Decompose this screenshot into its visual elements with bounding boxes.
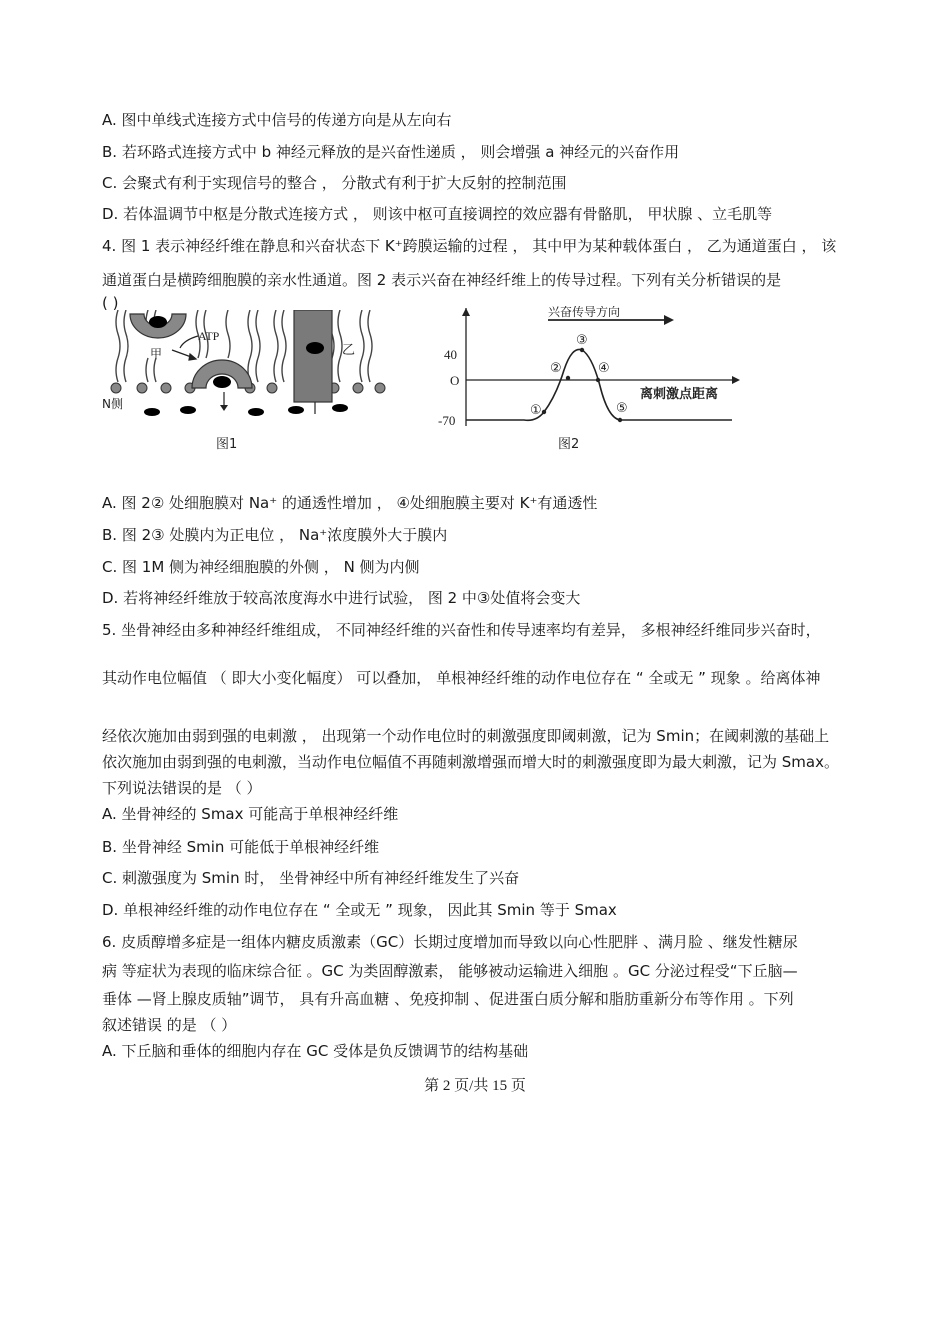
q4-stem-line-1: 4. 图 1 表示神经纤维在静息和兴奋状态下 K⁺跨膜运输的过程 ， 其中甲为某种载体蛋白 ， 乙为通道蛋白 ， 该 (102, 237, 837, 255)
q3-option-c: C. 会聚式有利于实现信号的整合 ， 分散式有利于扩大反射的控制范围 (102, 174, 567, 192)
atp-label: ATP (198, 329, 220, 343)
figure-2-caption: 图2 (558, 437, 580, 452)
potassium-ions (144, 404, 348, 416)
q5-option-d: D. 单根神经纤维的动作电位存在 “ 全或无 ” 现象， 因此其 Smin 等于 Smax (102, 901, 617, 919)
point-1-label: ① (530, 403, 542, 418)
carrier-protein-jia-top (130, 314, 186, 338)
jia-label: 甲 (150, 347, 163, 361)
q4-option-a: A. 图 2② 处细胞膜对 Na⁺ 的通透性增加 ， ④处细胞膜主要对 K⁺有通透性 (102, 494, 598, 512)
carrier-protein-jia-bottom (192, 360, 252, 411)
figure-1-membrane-diagram (100, 310, 400, 460)
q6-stem-line-3: 垂体 —肾上腺皮质轴”调节， 具有升高血糖 、免疫抑制 、促进蛋白质分解和脂肪重新分布等作用 。下列 (102, 990, 794, 1008)
q3-option-d: D. 若体温调节中枢是分散式连接方式 ， 则该中枢可直接调控的效应器有骨骼肌， 甲状腺 、立毛肌等 (102, 205, 773, 223)
q6-stem-line-1: 6. 皮质醇增多症是一组体内糖皮质激素（GC）长期过度增加而导致以向心性肥胖 、满月脸 、继发性糖尿 (102, 933, 798, 951)
q4-option-c: C. 图 1M 侧为神经细胞膜的外侧 ， N 侧为内侧 (102, 558, 420, 576)
point-2-label: ② (550, 361, 562, 376)
page-footer: 第 2 页/共 15 页 (424, 1078, 526, 1094)
q6-stem-line-2: 病 等症状为表现的临床综合征 。GC 为类固醇激素， 能够被动运输进入细胞 。GC 分泌过程受“下丘脑— (102, 962, 798, 980)
figure-1-caption: 图1 (216, 437, 238, 452)
point-5-label: ⑤ (616, 401, 628, 416)
q5-option-a: A. 坐骨神经的 Smax 可能高于单根神经纤维 (102, 805, 399, 823)
q5-option-b: B. 坐骨神经 Smin 可能低于单根神经纤维 (102, 838, 380, 856)
atp-arrow (172, 336, 198, 360)
q5-stem-line-1: 5. 坐骨神经由多种神经纤维组成， 不同神经纤维的兴奋性和传导速率均有差异， 多根神经纤维同步兴奋时， (102, 621, 821, 639)
q5-option-c: C. 刺激强度为 Smin 时， 坐骨神经中所有神经纤维发生了兴奋 (102, 869, 520, 887)
n-side-label: N侧 (102, 397, 123, 411)
yi-label: 乙 (342, 343, 356, 358)
x-axis-label: 离刺激点距离 (640, 387, 719, 402)
q6-stem-line-4: 叙述错误 的是 （ ） (102, 1016, 237, 1034)
y-tick-0: O (450, 373, 460, 388)
q3-option-a: A. 图中单线式连接方式中信号的传递方向是从左向右 (102, 111, 452, 129)
q3-option-b: B. 若环路式连接方式中 b 神经元释放的是兴奋性递质 ， 则会增强 a 神经元的兴奋作用 (102, 143, 680, 161)
point-4-label: ④ (598, 361, 610, 376)
conduction-direction-label: 兴奋传导方向 (548, 306, 621, 319)
channel-protein-yi (294, 310, 332, 414)
q4-stem-line-2: 通道蛋白是横跨细胞膜的亲水性通道。图 2 表示兴奋在神经纤维上的传导过程。下列有关分析错误的是 (102, 271, 782, 289)
figure-2-action-potential-graph (436, 306, 756, 460)
q6-option-a: A. 下丘脑和垂体的细胞内存在 GC 受体是负反馈调节的结构基础 (102, 1042, 529, 1060)
q4-option-b: B. 图 2③ 处膜内为正电位 ， Na⁺浓度膜外大于膜内 (102, 526, 448, 544)
q4-option-d: D. 若将神经纤维放于较高浓度海水中进行试验， 图 2 中③处值将会变大 (102, 589, 581, 607)
y-tick-minus-70: -70 (438, 413, 456, 428)
q4-stem-line-3: ( ) (102, 294, 119, 312)
point-3-label: ③ (576, 333, 588, 348)
y-tick-40: 40 (444, 347, 457, 362)
q5-stem-line-3: 经依次施加由弱到强的电刺激 ， 出现第一个动作电位时的刺激强度即阈刺激，记为 Smin；在阈刺激的基础上 (102, 727, 830, 745)
q5-stem-line-5: 下列说法错误的是 （ ） (102, 779, 262, 797)
q5-stem-line-4: 依次施加由弱到强的电刺激，当动作电位幅值不再随刺激增强而增大时的刺激强度即为最大刺激，记为 Smax。 (102, 753, 839, 771)
q5-stem-line-2: 其动作电位幅值 （ 即大小变化幅度） 可以叠加， 单根神经纤维的动作电位存在 “ 全或无 ” 现象 。给离体神 (102, 669, 821, 687)
